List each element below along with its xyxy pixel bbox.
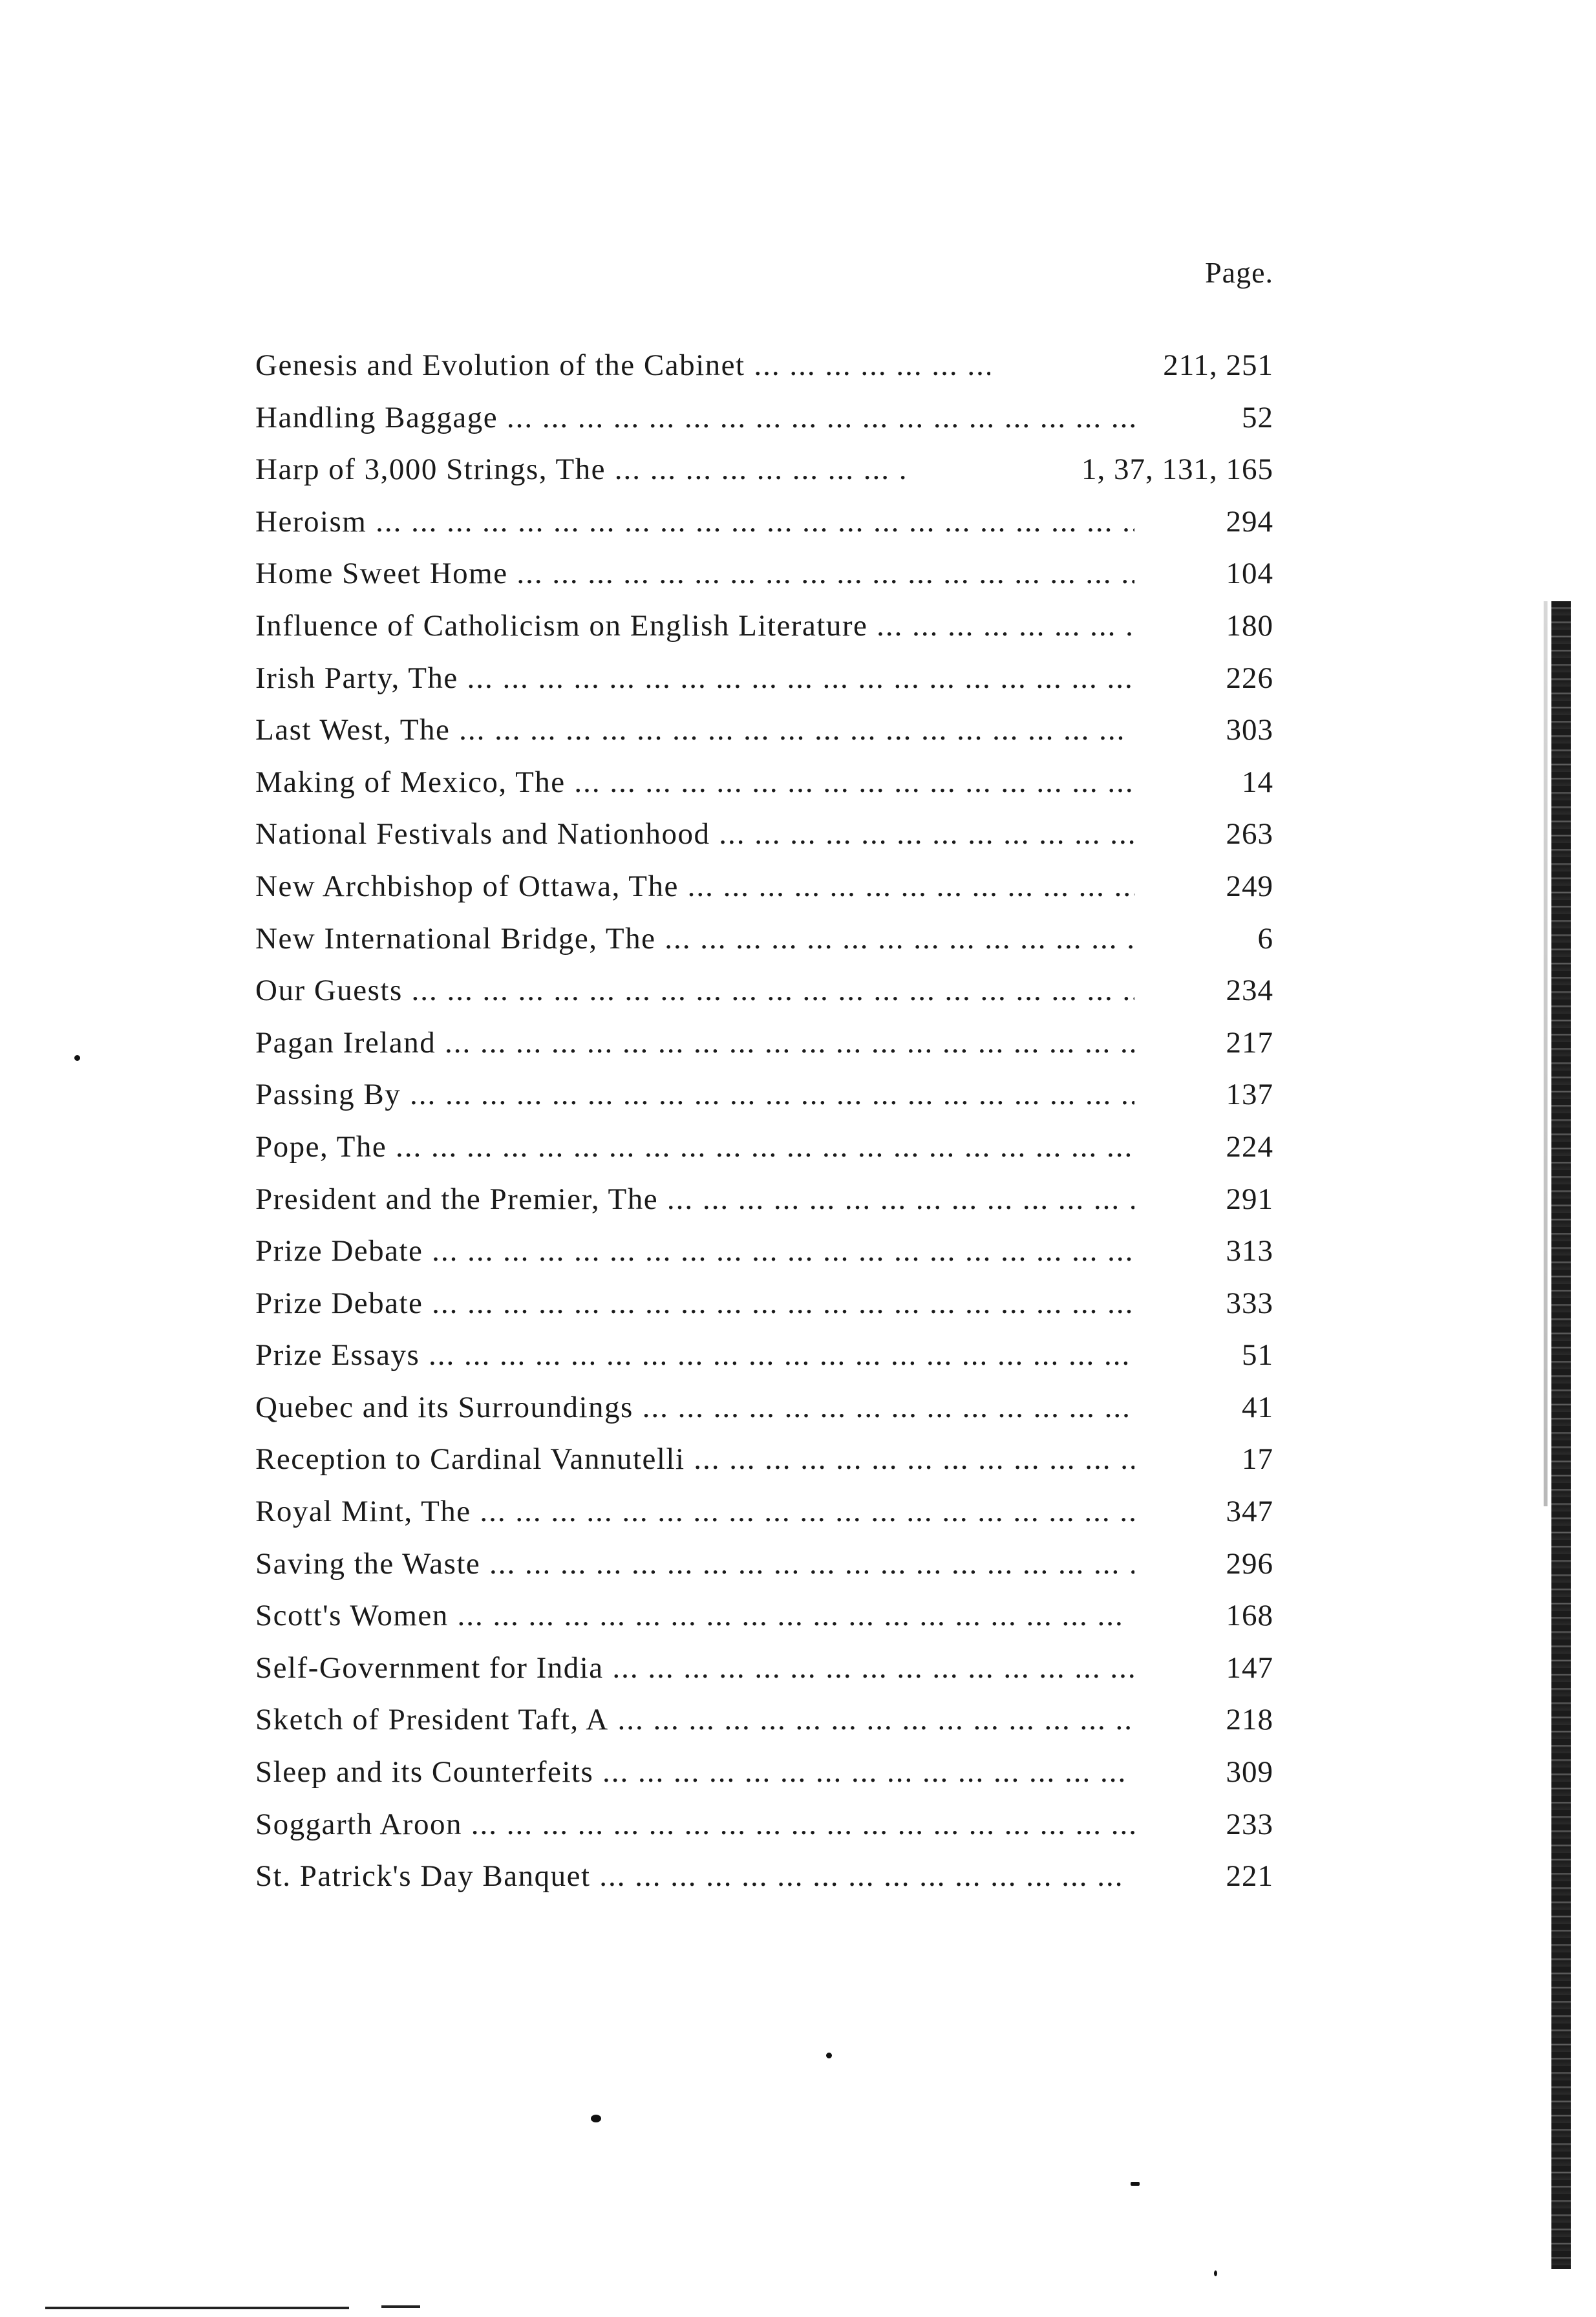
index-entry [255, 652, 1273, 705]
index-entry [255, 443, 1273, 496]
entry-page: 249 [1139, 860, 1273, 913]
entry-page: 147 [1139, 1642, 1273, 1694]
page-column-heading: Page. [1205, 256, 1273, 289]
entry-page: 221 [1139, 1850, 1273, 1903]
entry-title: Prize Essays ... . [255, 1329, 1134, 1382]
index-list [255, 339, 1273, 1903]
entry-title: Royal Mint, The ... . [255, 1486, 1134, 1538]
entry-page: 347 [1139, 1486, 1273, 1538]
entry-page: 296 [1139, 1538, 1273, 1590]
entry-page: 6 [1139, 913, 1273, 965]
entry-title: St. Patrick's Day Banquet ... . [255, 1850, 1134, 1903]
entry-title: Soggarth Aroon ... . [255, 1799, 1134, 1851]
entry-page: 233 [1139, 1799, 1273, 1851]
index-entry [255, 339, 1273, 392]
entry-title: Genesis and Evolution of the Cabinet ... . [255, 339, 1134, 392]
index-entry [255, 1225, 1273, 1277]
index-entry [255, 808, 1273, 860]
index-entry [255, 1642, 1273, 1694]
entry-page: 104 [1139, 548, 1273, 600]
entry-title: Influence of Catholicism on English Literature ... . [255, 600, 1134, 652]
entry-title: Home Sweet Home ... . [255, 548, 1134, 600]
entry-page: 211, 251 [990, 339, 1273, 392]
entry-page: 263 [1139, 808, 1273, 860]
entry-title: Saving the Waste ... . [255, 1538, 1134, 1590]
entry-title: Self-Government for India ... . [255, 1642, 1134, 1694]
entry-title: Prize Debate ... . [255, 1277, 1134, 1330]
entry-title: New Archbishop of Ottawa, The ... . [255, 860, 1134, 913]
index-entry [255, 1746, 1273, 1799]
entry-page: 41 [1139, 1382, 1273, 1434]
ink-speck [826, 2053, 832, 2058]
page-edge-shadow [1544, 601, 1548, 1506]
entry-title: Passing By ... . [255, 1069, 1134, 1121]
bottom-rule [45, 2307, 349, 2309]
entry-page: 51 [1139, 1329, 1273, 1382]
entry-title: Our Guests ... . [255, 965, 1134, 1017]
entry-page: 226 [1139, 652, 1273, 705]
entry-page: 180 [1139, 600, 1273, 652]
entry-page: 137 [1139, 1069, 1273, 1121]
entry-page: 294 [1139, 496, 1273, 548]
index-entry [255, 965, 1273, 1017]
entry-page: 234 [1139, 965, 1273, 1017]
entry-page: 291 [1139, 1173, 1273, 1226]
index-entry [255, 496, 1273, 548]
entry-page: 168 [1139, 1590, 1273, 1642]
entry-title: New International Bridge, The ... . [255, 913, 1134, 965]
entry-page: 52 [1139, 392, 1273, 444]
entry-page: 1, 37, 131, 165 [906, 443, 1273, 496]
entry-page: 14 [1139, 756, 1273, 809]
entry-page: 333 [1139, 1277, 1273, 1330]
index-entry [255, 1799, 1273, 1851]
entry-title: Pagan Ireland ... . [255, 1017, 1134, 1069]
index-entry [255, 1277, 1273, 1330]
page-edge-bar [1551, 601, 1571, 2269]
index-entry [255, 1329, 1273, 1382]
entry-page: 224 [1139, 1121, 1273, 1173]
index-entry [255, 392, 1273, 444]
entry-title: Handling Baggage ... . [255, 392, 1134, 444]
entry-title: Harp of 3,000 Strings, The ... . [255, 443, 1134, 496]
index-entry [255, 1486, 1273, 1538]
index-entry [255, 1173, 1273, 1226]
entry-title: Prize Debate ... . [255, 1225, 1134, 1277]
entry-title: Reception to Cardinal Vannutelli ... . [255, 1433, 1134, 1486]
entry-title: National Festivals and Nationhood ... . [255, 808, 1134, 860]
entry-title: Scott's Women ... . [255, 1590, 1134, 1642]
bottom-rule-fragment [381, 2305, 420, 2308]
index-entry [255, 756, 1273, 809]
index-entry [255, 548, 1273, 600]
index-entry [255, 1121, 1273, 1173]
entry-title: Pope, The ... . [255, 1121, 1134, 1173]
index-entry [255, 1538, 1273, 1590]
entry-title: President and the Premier, The ... . [255, 1173, 1134, 1226]
entry-title: Heroism ... . [255, 496, 1134, 548]
ink-speck [1131, 2182, 1140, 2186]
ink-speck [74, 1055, 80, 1061]
index-entry [255, 1069, 1273, 1121]
entry-title: Sleep and its Counterfeits ... . [255, 1746, 1134, 1799]
entry-page: 309 [1139, 1746, 1273, 1799]
entry-title: Quebec and its Surroundings ... . [255, 1382, 1134, 1434]
ink-speck [1214, 2270, 1217, 2276]
index-entry [255, 860, 1273, 913]
index-entry [255, 1590, 1273, 1642]
entry-title: Sketch of President Taft, A ... . [255, 1694, 1134, 1746]
index-entry [255, 1382, 1273, 1434]
entry-title: Irish Party, The ... . [255, 652, 1134, 705]
entry-page: 303 [1139, 704, 1273, 756]
entry-page: 313 [1139, 1225, 1273, 1277]
index-entry [255, 704, 1273, 756]
index-entry [255, 600, 1273, 652]
ink-speck [591, 2115, 601, 2122]
entry-page: 217 [1139, 1017, 1273, 1069]
index-entry [255, 1850, 1273, 1903]
index-entry [255, 1433, 1273, 1486]
entry-page: 17 [1139, 1433, 1273, 1486]
index-entry [255, 1017, 1273, 1069]
entry-page: 218 [1139, 1694, 1273, 1746]
index-entry [255, 1694, 1273, 1746]
entry-title: Making of Mexico, The ... . [255, 756, 1134, 809]
index-entry [255, 913, 1273, 965]
entry-title: Last West, The ... . [255, 704, 1134, 756]
